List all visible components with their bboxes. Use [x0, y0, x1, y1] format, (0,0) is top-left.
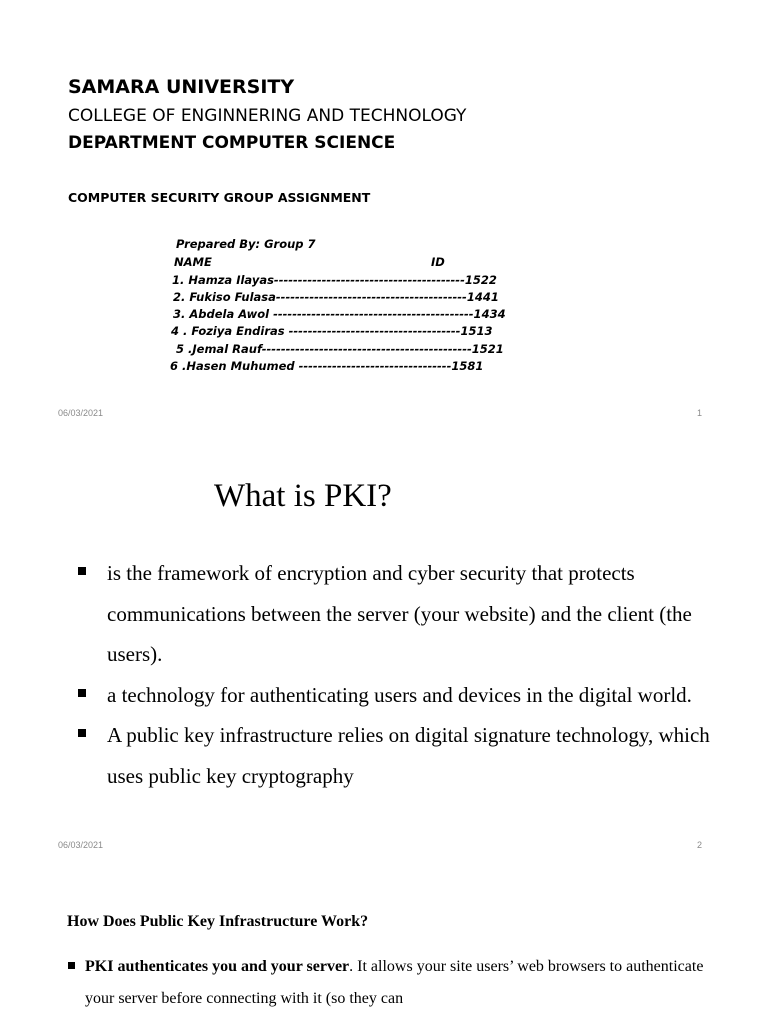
bullet-square-icon — [78, 689, 86, 697]
slide-date: 06/03/2021 — [58, 408, 104, 418]
university-title: SAMARA UNIVERSITY — [68, 76, 295, 98]
column-id-header: ID — [431, 255, 445, 269]
bullet-list — [78, 553, 718, 796]
bullet-text: A public key infrastructure relies on digital signature technology, which uses public key cryptography — [107, 723, 710, 788]
bullet-square-icon — [78, 729, 86, 737]
bullet-item — [68, 951, 708, 1015]
bullet-square-icon — [68, 962, 75, 969]
bullet-item — [78, 553, 718, 675]
bullet-item — [78, 675, 718, 716]
slide-title: What is PKI? — [214, 478, 392, 514]
bullet-text: is the framework of encryption and cyber security that protects communications between the server (your website) and the client (the users). — [107, 561, 692, 666]
slide-number: 2 — [697, 840, 703, 850]
prepared-by: Prepared By: Group 7 — [176, 237, 316, 251]
member-row: 3. Abdela Awol ------------------------------------------1434 — [173, 307, 506, 321]
column-name-header: NAME — [174, 255, 212, 269]
slide-1 — [0, 0, 768, 432]
slide-heading: How Does Public Key Infrastructure Work? — [67, 913, 369, 930]
member-row: 4 . Foziya Endiras ------------------------------------1513 — [171, 324, 493, 338]
bullet-text: a technology for authenticating users and devices in the digital world. — [107, 682, 692, 707]
bullet-square-icon — [78, 567, 86, 575]
college-title: COLLEGE OF ENGINNERING AND TECHNOLOGY — [68, 106, 467, 126]
slide-number: 1 — [697, 408, 703, 418]
member-row: 2. Fukiso Fulasa----------------------------------------1441 — [173, 290, 499, 304]
member-row: 6 .Hasen Muhumed --------------------------------1581 — [170, 359, 484, 373]
bullet-rest-text: . It allows your site users’ web browsers to authenticate your server before connecting with it (so they can — [85, 958, 704, 1007]
assignment-title: COMPUTER SECURITY GROUP ASSIGNMENT — [68, 190, 371, 205]
department-title: DEPARTMENT COMPUTER SCIENCE — [68, 133, 396, 153]
member-row: 5 .Jemal Rauf--------------------------------------------1521 — [176, 342, 504, 356]
member-row: 1. Hamza Ilayas----------------------------------------1522 — [172, 273, 497, 287]
slide-date: 06/03/2021 — [58, 840, 104, 850]
bullet-bold-text: PKI authenticates you and your server — [85, 958, 350, 975]
bullet-item — [78, 715, 718, 796]
bullet-text — [68, 951, 708, 1015]
